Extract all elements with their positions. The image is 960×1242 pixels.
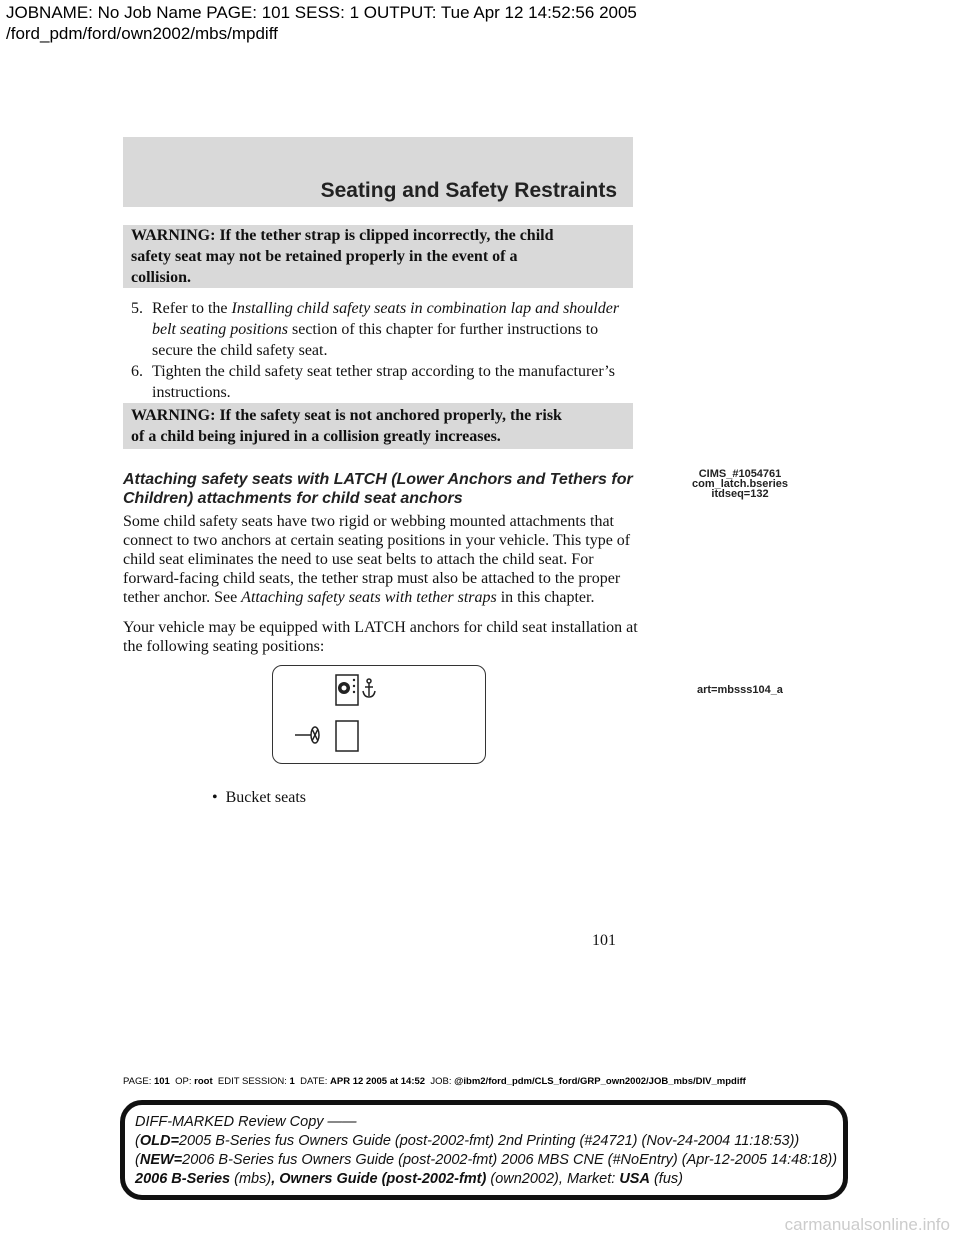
warning1-line1: WARNING: If the tether strap is clipped incorrectly, the child xyxy=(131,227,554,244)
para1-reference: Attaching safety seats with tether straps xyxy=(241,589,497,606)
art-reference: art=mbsss104_a xyxy=(697,684,783,696)
cims-reference xyxy=(690,469,790,499)
step-6 xyxy=(131,361,631,403)
warning-anchor xyxy=(123,403,633,449)
warning-tether-clip xyxy=(123,225,633,288)
subhead-line2: Children) attachments for child seat anchors xyxy=(123,490,463,507)
warning2-line1: WARNING: If the safety seat is not anchored properly, the risk xyxy=(131,407,562,424)
step-6-text: Tighten the child safety seat tether strap according to the manufacturer’s instructions. xyxy=(152,363,615,401)
step-5-number: 5. xyxy=(131,300,143,317)
latch-subheading xyxy=(123,470,643,508)
diff-new-line: (NEW=2006 B-Series fus Owners Guide (post-2002-fmt) 2006 MBS CNE (#NoEntry) (Apr-12-2005 14:48:18)) xyxy=(135,1152,838,1168)
job-header-line2: /ford_pdm/ford/own2002/mbs/mpdiff xyxy=(6,24,278,43)
bullet-text: Bucket seats xyxy=(225,789,307,806)
seating-diagram-svg xyxy=(273,666,484,762)
subhead-line1: Attaching safety seats with LATCH (Lower Anchors and Tethers for xyxy=(123,471,633,488)
diff-review-box xyxy=(120,1100,848,1200)
job-header-line1: JOBNAME: No Job Name PAGE: 101 SESS: 1 OUTPUT: Tue Apr 12 14:52:56 2005 xyxy=(6,3,637,22)
step-5-rest: section of this chapter for further instructions to secure the child safety seat. xyxy=(152,321,599,359)
warning1-line3: collision. xyxy=(131,269,192,286)
step-5 xyxy=(131,298,631,361)
latch-positions-paragraph: Your vehicle may be equipped with LATCH anchors for child seat installation at the following seating positions: xyxy=(123,619,638,655)
step-6-number: 6. xyxy=(131,363,143,380)
steering-wheel-icon xyxy=(295,727,319,743)
step-5-intro: Refer to the xyxy=(152,300,232,317)
diff-old-line: (OLD=2005 B-Series fus Owners Guide (post-2002-fmt) 2nd Printing (#24721) (Nov-24-2004 11:18:53)) xyxy=(135,1133,800,1149)
bullet-bucket-seats xyxy=(212,788,306,807)
para1-rest: in this chapter. xyxy=(496,589,595,606)
diff-model-line: 2006 B-Series (mbs), Owners Guide (post-2002-fmt) (own2002), Market: USA (fus) xyxy=(135,1171,683,1187)
step-5-reference: Installing child safety seats in combination lap and shoulder belt seating positions xyxy=(152,300,620,338)
seat-front-left xyxy=(336,721,358,751)
cims-line3: itdseq=132 xyxy=(711,488,769,500)
bullet-glyph: • xyxy=(212,789,218,806)
latch-paragraph xyxy=(123,512,643,607)
job-header xyxy=(6,2,637,44)
step-5-text xyxy=(152,298,631,361)
section-header-band xyxy=(123,137,633,207)
page-number: 101 xyxy=(592,932,616,949)
para1-text: Some child safety seats have two rigid or webbing mounted attachments that connect to two anchors at certain seating positions in your vehicle. This type of child seat eliminates the need to use seat belts to attach the child seat. For forward-facing child seats, the tether strap must also be attached to the proper tether anchor. See xyxy=(123,513,631,606)
watermark: carmanualsonline.info xyxy=(784,1215,950,1234)
cims-line1: CIMS_#1054761 xyxy=(698,468,782,480)
warning2-line2: of a child being injured in a collision greatly increases. xyxy=(131,428,501,445)
footer-metadata: PAGE: 101 OP: root EDIT SESSION: 1 DATE: APR 12 2005 at 14:52 JOB: @ibm2/ford_pdm/CLS_ford/GRP_own2002/JOB_mbs/DIV_mpdiff xyxy=(123,1076,746,1087)
warning1-line2: safety seat may not be retained properly in the event of a xyxy=(131,248,518,265)
seating-diagram xyxy=(272,665,486,764)
cims-line2: com_latch.bseries xyxy=(692,478,788,490)
section-title: Seating and Safety Restraints xyxy=(320,179,617,202)
tether-anchor-icon xyxy=(363,679,375,697)
diff-title: DIFF-MARKED Review Copy —— xyxy=(135,1114,357,1130)
